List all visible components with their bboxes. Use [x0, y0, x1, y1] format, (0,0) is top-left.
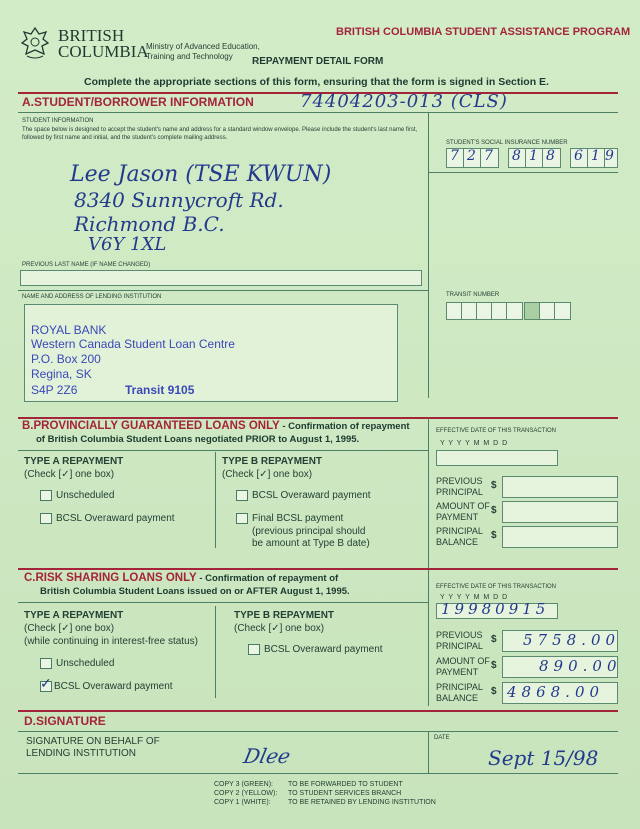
copy1-text: TO BE RETAINED BY LENDING INSTITUTION [288, 799, 436, 806]
c-date-letters: Y Y Y Y M M D D [440, 594, 509, 601]
sin-digit: 1 [529, 148, 538, 164]
section-b-title-suffix: - Confirmation of repayment [279, 421, 410, 432]
date-label: DATE [434, 735, 450, 741]
c-balance-field[interactable] [502, 682, 618, 704]
student-address-street: 8340 Sunnycroft Rd. [74, 188, 284, 212]
student-postal-code: V6Y 1XL [88, 234, 167, 255]
section-b-rule [18, 417, 618, 419]
section-d-title: D.SIGNATURE [24, 714, 106, 728]
section-b-type-b-check: (Check [✓] one box) [222, 469, 313, 480]
b-amount-field[interactable] [502, 501, 618, 523]
c-effective-date-field[interactable] [436, 600, 558, 619]
section-c-title-suffix: - Confirmation of repayment of [196, 573, 339, 584]
b-final-payment-label: Final BCSL payment [252, 513, 344, 524]
section-a-bottom-rule [18, 112, 618, 113]
b-balance-label2: BALANCE [436, 537, 479, 547]
transit-number-field[interactable] [446, 302, 576, 320]
file-number: 74404203-013 (CLS) [300, 91, 508, 112]
b-final-payment-note1: (previous principal should [252, 526, 366, 537]
c-prev-dollar: $ [491, 634, 497, 645]
b-date-letters: Y Y Y Y M M D D [440, 440, 509, 447]
copy1-label: COPY 1 (WHITE): [214, 799, 271, 806]
sin-rule [428, 172, 618, 173]
c-amount-dollar: $ [491, 660, 497, 671]
b-overaward-b-label: BCSL Overaward payment [252, 490, 371, 501]
b-amount-label1: AMOUNT OF [436, 501, 490, 511]
b-overaward-a-checkbox[interactable] [40, 513, 52, 524]
section-c-type-a-check: (Check [✓] one box) [24, 623, 115, 634]
section-b-type-divider [215, 452, 216, 548]
sin-label: STUDENT'S SOCIAL INSURANCE NUMBER [446, 140, 568, 146]
b-final-payment-checkbox[interactable] [236, 513, 248, 524]
b-overaward-a-label: BCSL Overaward payment [56, 513, 175, 524]
sin-digit: 1 [591, 148, 600, 164]
lending-line: Regina, SK [31, 367, 92, 381]
c-balance-dollar: $ [491, 686, 497, 697]
b-balance-label1: PRINCIPAL [436, 526, 483, 536]
section-b-divider [428, 418, 429, 568]
section-b-type-a-check: (Check [✓] one box) [24, 469, 115, 480]
b-prev-principal-label1: PREVIOUS [436, 476, 483, 486]
b-unscheduled-checkbox[interactable] [40, 490, 52, 501]
sin-field[interactable] [446, 148, 616, 168]
section-c-type-divider [215, 606, 216, 698]
sin-digit: 7 [450, 148, 459, 164]
sin-digit: 6 [574, 148, 583, 164]
section-d-subrule [18, 731, 618, 732]
program-title: BRITISH COLUMBIA STUDENT ASSISTANCE PROGRAM [336, 26, 631, 38]
brand-columbia: COLUMBIA [58, 42, 149, 61]
signature-date: Sept 15/98 [488, 746, 599, 770]
section-d-bottom-rule [18, 773, 618, 774]
lending-line: P.O. Box 200 [31, 352, 101, 366]
section-a-title: A.STUDENT/BORROWER INFORMATION [22, 95, 254, 109]
sin-digit: 8 [546, 148, 555, 164]
c-overaward-b-label: BCSL Overaward payment [264, 644, 383, 655]
brand-british: BRITISH [58, 26, 125, 45]
b-prev-dollar: $ [491, 480, 497, 491]
copy3-text: TO BE FORWARDED TO STUDENT [288, 781, 403, 788]
copy2-label: COPY 2 (YELLOW): [214, 790, 278, 797]
c-balance-label2: BALANCE [436, 693, 479, 703]
c-eff-date-label: EFFECTIVE DATE OF THIS TRANSACTION [436, 584, 557, 590]
c-amount-field[interactable] [502, 656, 622, 678]
signature-label1: SIGNATURE ON BEHALF OF [26, 736, 160, 747]
c-prev-principal-label1: PREVIOUS [436, 630, 483, 640]
lending-transit: Transit 9105 [125, 383, 195, 397]
c-prev-principal-field[interactable] [502, 630, 621, 652]
copy3-label: COPY 3 (GREEN): [214, 781, 273, 788]
c-prev-principal-value: 5758.00 [523, 631, 621, 649]
section-c-type-b-check: (Check [✓] one box) [234, 623, 325, 634]
c-overaward-a-label: BCSL Overaward payment [54, 681, 173, 692]
bc-crest-icon [20, 26, 50, 60]
transit-label: TRANSIT NUMBER [446, 292, 500, 298]
section-b-subtitle: of British Columbia Student Loans negotiated PRIOR to August 1, 1995. [36, 434, 360, 445]
signature-label2: LENDING INSTITUTION [26, 748, 137, 759]
form-instruction: Complete the appropriate sections of this form, ensuring that the form is signed in Section E. [84, 76, 549, 88]
student-info-note: The space below is designed to accept the student's name and address for a standard window envelope. Please include the student's last name first, followed by first name and initial, and the student's complete mailing address. [22, 127, 418, 141]
section-b-type-b: TYPE B REPAYMENT [222, 456, 323, 467]
b-overaward-b-checkbox[interactable] [236, 490, 248, 501]
sin-digit: 2 [467, 148, 476, 164]
b-unscheduled-label: Unscheduled [56, 490, 115, 501]
c-amount-label2: PAYMENT [436, 667, 479, 677]
lending-line: ROYAL BANK [31, 323, 107, 337]
sin-digit: 9 [605, 148, 614, 164]
section-c-type-a-note: (while continuing in interest-free status) [24, 636, 198, 647]
c-amount-label1: AMOUNT OF [436, 656, 490, 666]
section-b-title: B.PROVINCIALLY GUARANTEED LOANS ONLY [22, 420, 280, 432]
c-overaward-b-checkbox[interactable] [248, 644, 260, 655]
b-prev-principal-label2: PRINCIPAL [436, 487, 483, 497]
section-c-subrule [18, 602, 428, 603]
c-amount-value: 890.00 [539, 657, 622, 675]
b-final-payment-note2: be amount at Type B date) [252, 538, 370, 549]
section-a-divider [428, 112, 429, 398]
b-balance-dollar: $ [491, 530, 497, 541]
c-unscheduled-label: Unscheduled [56, 658, 115, 669]
lending-rule [18, 290, 428, 291]
c-balance-value: 4868.00 [507, 683, 605, 701]
lending-label: NAME AND ADDRESS OF LENDING INSTITUTION [22, 294, 162, 300]
c-unscheduled-checkbox[interactable] [40, 658, 52, 669]
student-info-label: STUDENT INFORMATION [22, 118, 94, 124]
section-c-subtitle: British Columbia Student Loans issued on or AFTER August 1, 1995. [40, 586, 350, 597]
previous-last-name-field[interactable] [20, 270, 422, 286]
previous-last-name-label: PREVIOUS LAST NAME (IF NAME CHANGED) [22, 262, 151, 268]
section-c-type-b: TYPE B REPAYMENT [234, 610, 335, 621]
b-eff-date-label: EFFECTIVE DATE OF THIS TRANSACTION [436, 428, 557, 434]
student-name: Lee Jason (TSE KWUN) [70, 162, 332, 187]
c-balance-label1: PRINCIPAL [436, 682, 483, 692]
lending-institution-box [24, 304, 398, 402]
c-overaward-a-checkbox[interactable] [40, 676, 52, 692]
copy2-text: TO STUDENT SERVICES BRANCH [288, 790, 402, 797]
c-effective-date-value: 19980915 [441, 600, 550, 618]
section-c-rule [18, 568, 618, 570]
ministry-line1: Ministry of Advanced Education, [146, 42, 260, 51]
checkmark-icon: ✓ [40, 676, 52, 692]
lending-line: S4P 2Z6 [31, 383, 78, 397]
section-d-rule [18, 710, 618, 712]
b-effective-date-field[interactable] [436, 450, 558, 466]
b-balance-field[interactable] [502, 526, 618, 548]
b-amount-label2: PAYMENT [436, 512, 479, 522]
section-b-subrule [18, 450, 428, 451]
signature-value: Dlee [241, 744, 293, 768]
section-c-type-a: TYPE A REPAYMENT [24, 610, 124, 621]
section-c-title: C.RISK SHARING LOANS ONLY [24, 572, 197, 584]
c-prev-principal-label2: PRINCIPAL [436, 641, 483, 651]
sin-digit: 7 [484, 148, 493, 164]
section-d-divider [428, 731, 429, 773]
form-title: REPAYMENT DETAIL FORM [252, 56, 384, 67]
b-amount-dollar: $ [491, 505, 497, 516]
ministry-line2: Training and Technology [146, 52, 233, 61]
b-prev-principal-field[interactable] [502, 476, 618, 498]
student-address-city: Richmond B.C. [74, 212, 225, 236]
section-b-type-a: TYPE A REPAYMENT [24, 456, 124, 467]
section-c-divider [428, 570, 429, 706]
lending-line: Western Canada Student Loan Centre [31, 337, 235, 351]
sin-digit: 8 [512, 148, 521, 164]
